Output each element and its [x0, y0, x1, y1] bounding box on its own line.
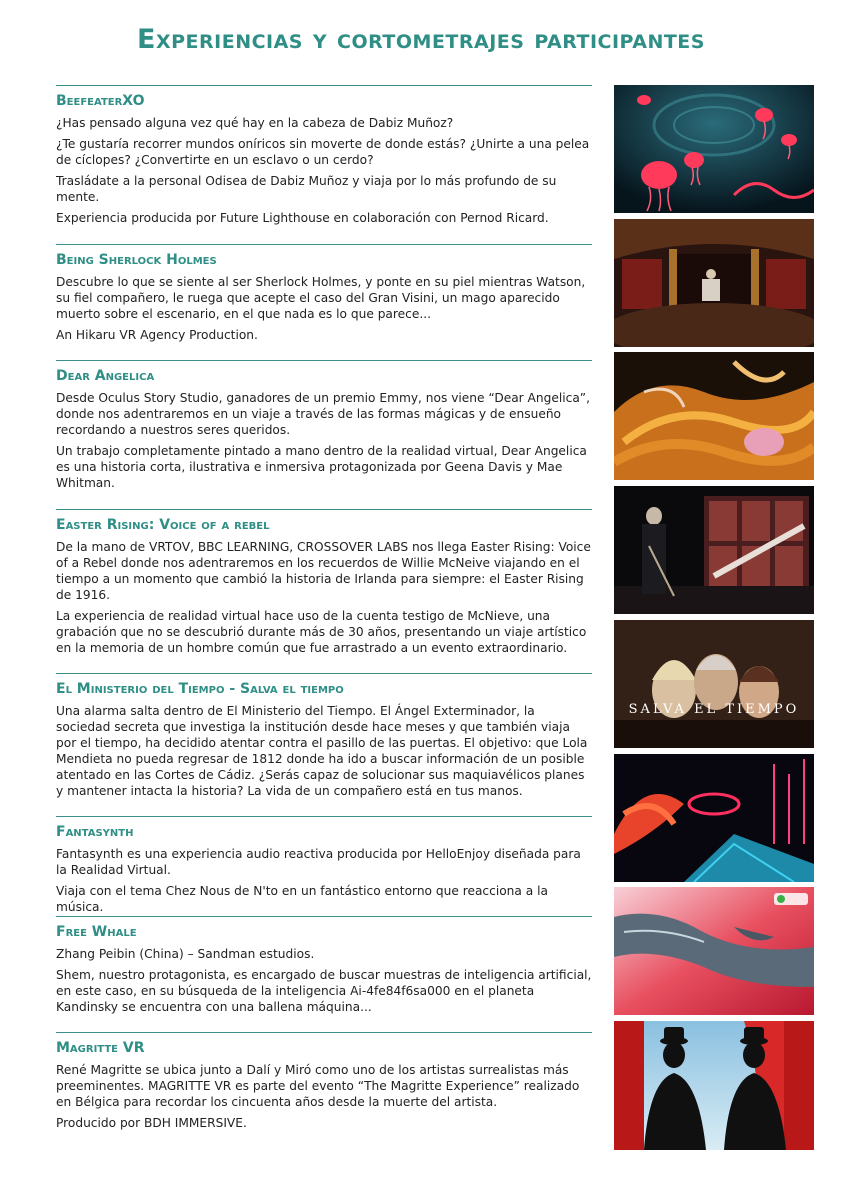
entry-title: Fantasynth — [56, 824, 134, 840]
entry-paragraph: De la mano de VRTOV, BBC LEARNING, CROSSOVER LABS nos llega Easter Rising: Voice of a Rebel donde nos adentraremos en los recuerdos de Willie McNeive viajando en el tiempo a un momento que cambió la historia de Irlanda para siempre: el Easter Rising de 1916. — [56, 540, 591, 602]
entry-magritte-vr — [56, 1032, 592, 1136]
easter-rising-image — [614, 486, 814, 614]
entry-paragraph: Desde Oculus Story Studio, ganadores de un premio Emmy, nos viene “Dear Angelica”, donde nos adentraremos en un viaje a través de las formas mágicas y de ensueño recordando a nuestros seres queridos. — [56, 391, 590, 437]
entry-paragraph: Experiencia producida por Future Lighthouse en colaboración con Pernod Ricard. — [56, 211, 549, 225]
entry-paragraph: René Magritte se ubica junto a Dalí y Miró como uno de los artistas surrealistas más preeminentes. MAGRITTE VR es parte del evento “The Magritte Experience” realizado en Bélgica para recordar los cincuenta años desde la muerte del artista. — [56, 1063, 580, 1109]
entry-title: Easter Rising: Voice of a rebel — [56, 517, 270, 533]
entry-ministerio-del-tiempo — [56, 673, 592, 804]
salva-el-tiempo-caption: SALVA EL TIEMPO — [628, 702, 800, 717]
entry-free-whale — [56, 916, 592, 1020]
entry-title: El Ministerio del Tiempo - Salva el tiempo — [56, 681, 344, 697]
entry-paragraph: Viaja con el tema Chez Nous de N'to en un fantástico entorno que reacciona a la música. — [56, 884, 548, 914]
fantasynth-image — [614, 754, 814, 882]
entry-paragraph: Una alarma salta dentro de El Ministerio del Tiempo. El Ángel Exterminador, la sociedad secreta que investiga la institución desde hace meses y que también viaja por el tiempo, ha decidido atentar contra el pasillo de las puertas. El objetivo: que Lola Mendieta no pueda regresar de 1812 donde ha ido a buscar información de un posible atentado en las Cortes de Cádiz. ¿Serás capaz de solucionar sus maquiavélicos planes y mantener intacta la historia? La vida de un compañero está en tus manos. — [56, 704, 588, 798]
entry-paragraph: Shem, nuestro protagonista, es encargado de buscar muestras de inteligencia artificial, en este caso, en su búsqueda de la inteligencia Ai-4fe84f6sa000 en el planeta Kandinsky se encuentra con una ballena máquina... — [56, 968, 592, 1014]
page-title: Experiencias y cortometrajes participantes — [137, 24, 705, 55]
entry-paragraph: Trasládate a la personal Odisea de Dabiz Muñoz y viaja por lo más profundo de su mente. — [56, 174, 557, 204]
magritte-vr-image — [614, 1021, 814, 1150]
entry-being-sherlock-holmes — [56, 244, 592, 348]
entry-beefeaterxo — [56, 85, 592, 231]
free-whale-image — [614, 887, 814, 1015]
entry-title: Being Sherlock Holmes — [56, 252, 217, 268]
entry-title: Magritte VR — [56, 1040, 145, 1056]
entry-title: Dear Angelica — [56, 368, 155, 384]
entry-paragraph: Zhang Peibin (China) – Sandman estudios. — [56, 947, 315, 961]
being-sherlock-holmes-image — [614, 219, 814, 347]
entry-paragraph: ¿Te gustaría recorrer mundos oníricos sin moverte de donde estás? ¿Unirte a una pelea de cíclopes? ¿Convertirte en un esclavo o un cerdo? — [56, 137, 590, 167]
entry-paragraph: Descubre lo que se siente al ser Sherlock Holmes, y ponte en su piel mientras Watson, su fiel compañero, le ruega que acepte el caso del Gran Visini, un mago aparecido muerto sobre el escenario, en el que nada es lo que parece... — [56, 275, 586, 321]
entry-paragraph: Producido por BDH IMMERSIVE. — [56, 1116, 247, 1130]
dear-angelica-image — [614, 352, 814, 480]
entry-title: Free Whale — [56, 924, 137, 940]
ministerio-del-tiempo-image — [614, 620, 814, 748]
entry-fantasynth — [56, 816, 592, 920]
entry-easter-rising — [56, 509, 592, 661]
entry-title: BeefeaterXO — [56, 93, 145, 109]
entry-dear-angelica — [56, 360, 592, 496]
entry-paragraph: La experiencia de realidad virtual hace uso de la cuenta testigo de McNieve, una grabación que no se descubrió durante más de 30 años, presentando un viaje artístico en la memoria de un hombre común que fue arrastrado a un evento extraordinario. — [56, 609, 587, 655]
beefeaterxo-image — [614, 85, 814, 213]
entry-paragraph: Fantasynth es una experiencia audio reactiva producida por HelloEnjoy diseñada para la Realidad Virtual. — [56, 847, 581, 877]
entry-paragraph: Un trabajo completamente pintado a mano dentro de la realidad virtual, Dear Angelica es una historia corta, ilustrativa e inmersiva protagonizada por Geena Davis y Mae Whitman. — [56, 444, 587, 490]
entry-paragraph: An Hikaru VR Agency Production. — [56, 328, 258, 342]
entry-paragraph: ¿Has pensado alguna vez qué hay en la cabeza de Dabiz Muñoz? — [56, 116, 454, 130]
